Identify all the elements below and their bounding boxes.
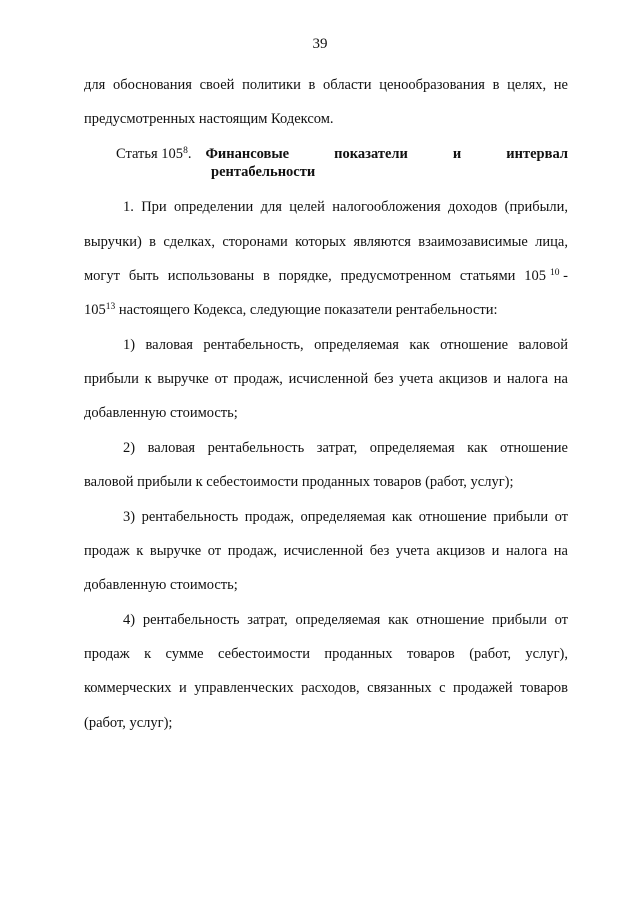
article-title-word: показатели (334, 146, 408, 162)
text-line: для обоснования своей политики в области ценообразования в целях, не (84, 77, 568, 93)
text-line: добавленную стоимость; (84, 577, 238, 593)
text-line (84, 267, 568, 285)
text-line: 2) валовая рентабельность затрат, определяемая как отношение (123, 440, 568, 456)
article-superscript: 8 (183, 146, 188, 156)
text-line: добавленную стоимость; (84, 405, 238, 421)
article-heading (116, 145, 568, 163)
text-line: 1) валовая рентабельность, определяемая как отношение валовой (123, 337, 568, 353)
article-title-continued: рентабельности (211, 164, 316, 180)
article-number (116, 145, 191, 163)
text-line: выручки) в сделках, сторонами которых являются взаимозависимые лица, (84, 234, 568, 250)
article-title-word: Финансовые (205, 146, 290, 162)
page-number: 39 (312, 36, 328, 52)
article-prefix: Статья 105 (116, 146, 184, 162)
text-line: коммерческих и управленческих расходов, связанных с продажей товаров (84, 680, 568, 696)
text-span: могут быть использованы в порядке, предусмотренном статьями 105 (84, 268, 547, 284)
article-title-word: и (452, 146, 462, 162)
text-line: (работ, услуг); (84, 715, 173, 731)
text-line: 4) рентабельность затрат, определяемая как отношение прибыли от (123, 612, 568, 628)
text-line: валовой прибыли к себестоимости проданных товаров (работ, услуг); (84, 474, 514, 490)
text-line: 3) рентабельность продаж, определяемая как отношение прибыли от (123, 509, 568, 525)
text-line: продаж к сумме себестоимости проданных товаров (работ, услуг), (84, 646, 568, 662)
text-line: 1. При определении для целей налогообложения доходов (прибыли, (123, 199, 568, 215)
text-line: продаж к выручке от продаж, исчисленной без учета акцизов и налога на (84, 543, 568, 559)
superscript: 13 (105, 302, 116, 312)
text-span: настоящего Кодекса, следующие показатели рентабельности: (115, 302, 498, 318)
article-title-word: интервал (506, 146, 568, 162)
article-title (205, 145, 568, 163)
superscript: 10 (550, 268, 560, 278)
text-line (84, 301, 498, 319)
text-span (550, 267, 568, 285)
text-span: 105 (84, 302, 106, 318)
article-dot: . (187, 146, 192, 162)
text-line: предусмотренных настоящим Кодексом. (84, 111, 334, 127)
text-line: прибыли к выручке от продаж, исчисленной без учета акцизов и налога на (84, 371, 568, 387)
text-span: - (559, 268, 568, 284)
